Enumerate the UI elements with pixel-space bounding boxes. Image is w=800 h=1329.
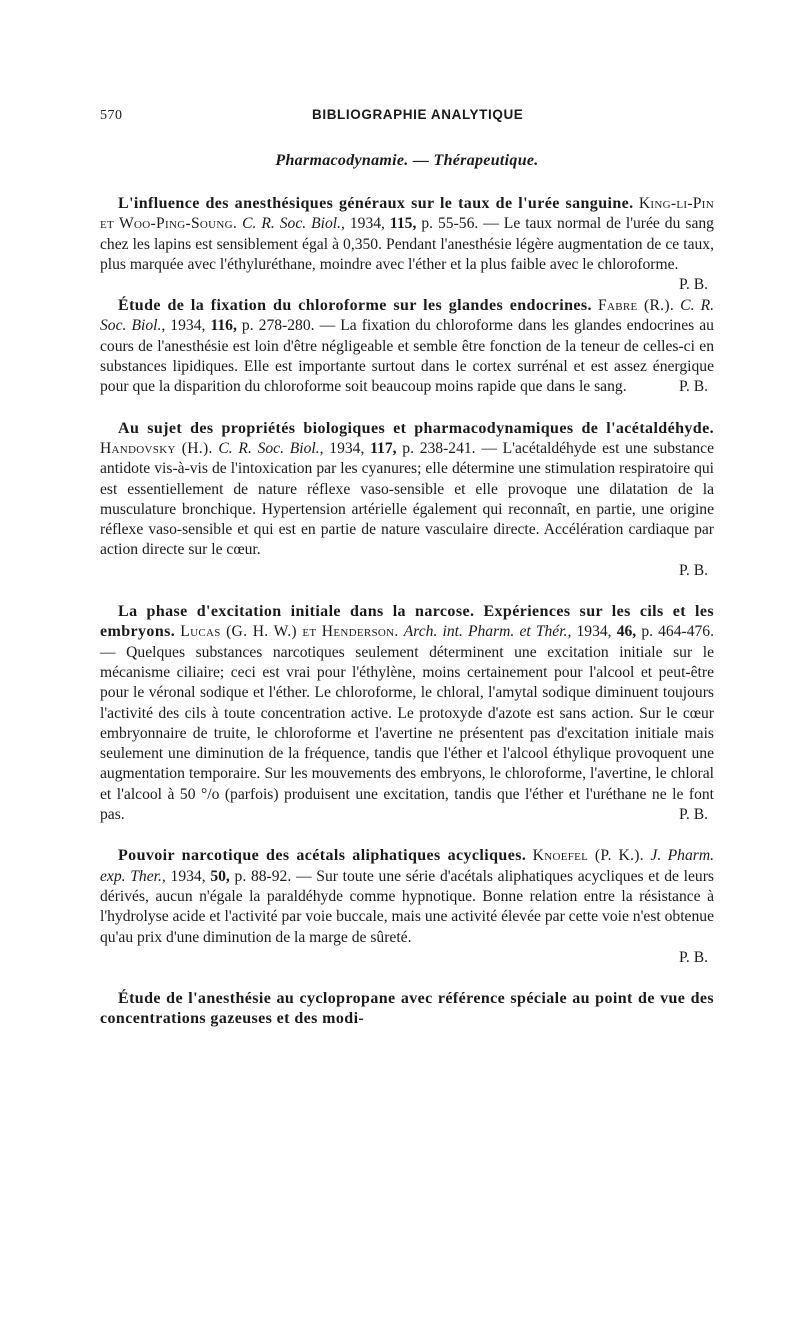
abstract-body [100, 194, 714, 294]
entry-volume: 115, [389, 215, 417, 233]
entry-text: — Sur toute une série d'acétals aliphatiques acycliques et de leurs dérivés, aucun n'égale la paraldéhyde comme hypnotique. Bonne relation entre la résistance à l'hydrolyse acide et l'activité par voie buccale, mais une activité élevée par cette voie n'est obtenue qu'au prix d'une diminution de la marge de sûreté. [100, 867, 714, 946]
entry-authors: Fabre (R.). [598, 297, 675, 315]
abstract-body [100, 419, 714, 561]
entry-authors: Lucas (G. H. W.) et Henderson. [180, 623, 399, 641]
entry-title: La phase d'excitation initiale dans la narcose. Expériences sur les cils et les embryons. [100, 603, 714, 641]
entry-signature: P. B. [678, 561, 708, 579]
entry-text: — La fixation du chloroforme dans les glandes endocrines au cours de l'anesthésie est loin d'être négligeable et semble être fonction de la teneur de celles-ci en substances lipidiques. Elle est importante surtout dans le cortex surrénal et est assez énergique pour que la disparition du chloroforme soit beaucoup moins rapide que dans le sang. [100, 317, 714, 396]
entry-journal: J. Pharm. exp. Ther., [100, 847, 714, 885]
entry-pages: p. 278-280. [241, 317, 315, 335]
entry-title: Étude de la fixation du chloroforme sur les glandes endocrines. [118, 297, 592, 315]
document-page [100, 0, 714, 1030]
abstract-entry [100, 602, 714, 825]
entry-text: — Le taux normal de l'urée du sang chez les lapins est sensiblement égal à 0,350. Pendant l'anesthésie légère augmentation de ce taux, plus marquée avec l'éthyluréthane, moindre avec l'éther et la plus faible avec le chloroforme. [100, 215, 714, 273]
entry-signature: P. B. [678, 276, 708, 294]
entry-volume: 117, [370, 439, 397, 457]
entry-pages: p. 238-241. [402, 439, 476, 457]
abstract-entry [100, 846, 714, 968]
entry-title: Étude de l'anesthésie au cyclopropane avec référence spéciale au point de vue des concentrations gazeuses et des modi- [100, 990, 714, 1028]
entry-signature: P. B. [678, 948, 708, 966]
abstract-entry [100, 194, 714, 294]
entry-title: L'influence des anesthésiques généraux sur le taux de l'urée sanguine. [118, 195, 634, 212]
abstract-entry [100, 296, 714, 397]
entry-authors: King-li-Pin et Woo-Ping-Soung. [100, 195, 714, 233]
page-number: 570 [100, 108, 123, 123]
entry-year: 1934, [329, 439, 365, 457]
entry-title: Au sujet des propriétés biologiques et pharmacodynamiques de l'acétaldéhyde. [118, 419, 714, 437]
entry-year: 1934, [170, 867, 206, 885]
entry-journal: C. R. Soc. Biol., [100, 297, 715, 335]
running-title: BIBLIOGRAPHIE ANALYTIQUE [312, 107, 524, 122]
page-header [100, 94, 714, 134]
entry-authors: Handovsky (H.). [100, 439, 213, 457]
entry-authors: Knoefel (P. K.). [532, 847, 644, 865]
abstract-body [100, 989, 714, 1030]
entry-pages: p. 55-56. [421, 215, 479, 233]
entry-text: — L'acétaldéhyde est une substance antidote vis-à-vis de l'intoxication par les cyanures; elle détermine une stimulation respiratoire qui est essentiellement de nature réflexe vaso-sensible et elle provoque une dilatation de la musculature bronchique. Hypertension artérielle également qui reconnaît, en partie, une origine réflexe vaso-sensible et qui est en partie de nature vasculaire directe. Accélération cardiaque par action directe sur le cœur. [100, 439, 715, 559]
entry-journal: Arch. int. Pharm. et Thér., [403, 623, 572, 641]
section-title: Pharmacodynamie. — Thérapeutique. [275, 152, 539, 169]
entry-signature: P. B. [678, 806, 708, 824]
entry-volume: 116, [210, 317, 237, 335]
entry-pages: p. 464-476. [641, 623, 714, 641]
abstract-body [100, 846, 714, 947]
entry-signature: P. B. [678, 378, 708, 396]
entry-pages: p. 88-92. [234, 867, 292, 885]
abstract-entry [100, 419, 714, 581]
abstract-body [100, 296, 714, 397]
entry-text: — Quelques substances narcotiques seulement déterminent une excitation initiale sur le mécanisme ciliaire; ceci est vrai pour l'éthylène, moins certainement pour l'alcool et peut-être pour le véronal sodique et l'éther. Le chloroforme, le chloral, l'amytal sodique diminuent toujours l'activité des cils à toute concentration active. Le protoxyde d'azote est sans action. Sur le cœur embryonnaire de truite, le chloroforme et l'avertine ne présentent pas d'excitation initiale mais seulement une diminution de la fréquence, tandis que l'éther et l'alcool éthylique provoquent une augmentation temporaire. Sur les mouvements des embryons, le chloroforme, l'avertine, le chloral et l'alcool à 50 °/o (parfois) produisent une excitation, tandis que l'éther et l'uréthane ne le font pas. [100, 643, 714, 824]
entry-year: 1934, [576, 623, 612, 641]
entry-year: 1934, [349, 215, 385, 233]
entry-year: 1934, [170, 317, 206, 335]
abstract-body [100, 602, 714, 825]
entry-title: Pouvoir narcotique des acétals aliphatiques acycliques. [118, 847, 527, 865]
entry-volume: 50, [210, 867, 230, 885]
abstract-entry [100, 989, 714, 1030]
entry-volume: 46, [616, 623, 637, 641]
entry-journal: C. R. Soc. Biol., [242, 215, 345, 233]
entry-journal: C. R. Soc. Biol., [218, 439, 324, 457]
